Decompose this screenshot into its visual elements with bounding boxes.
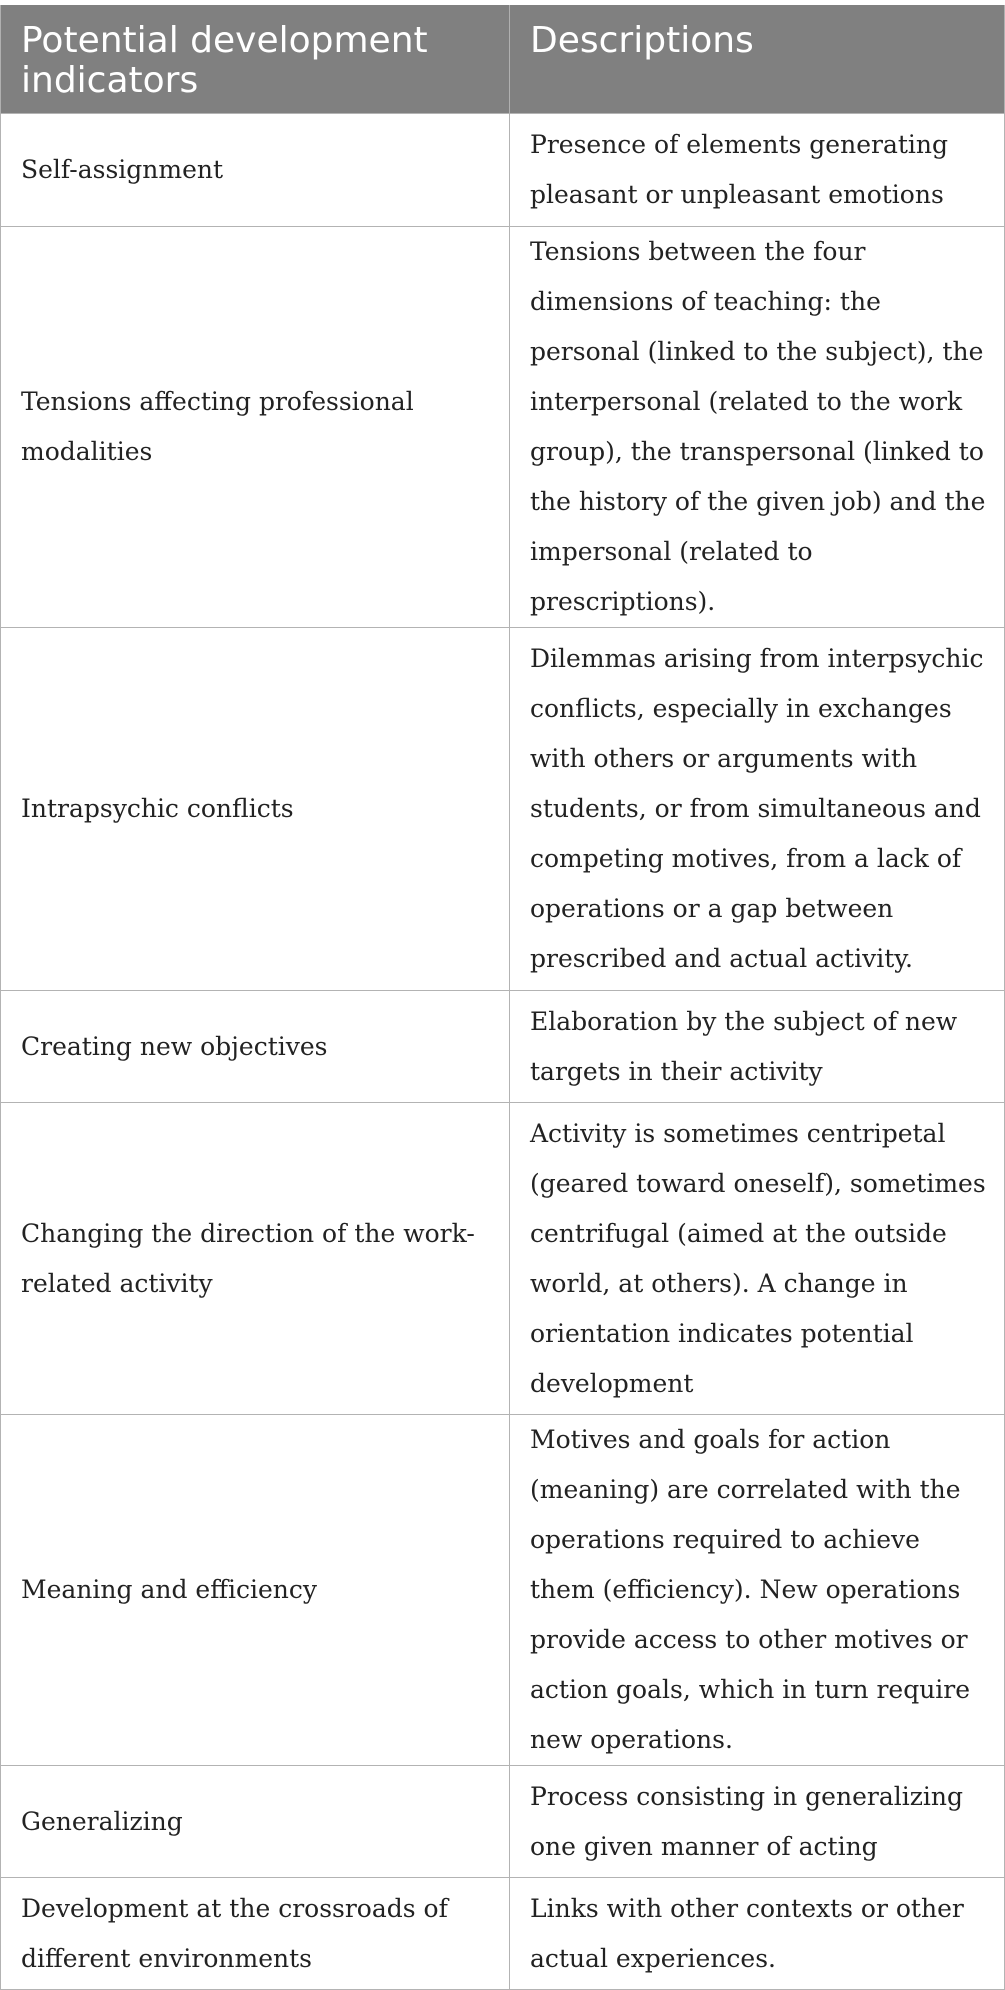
table-row bbox=[1, 1103, 1005, 1415]
description-cell: Tensions between the four dimensions of teaching: the personal (linked to the subject), the interpersonal (related to the work group), the transpersonal (linked to the history of the given job) and the impersonal (related to prescriptions). bbox=[510, 227, 1005, 628]
table-row bbox=[1, 227, 1005, 628]
indicator-cell: Development at the crossroads of different environments bbox=[1, 1878, 510, 1990]
table-row bbox=[1, 628, 1005, 991]
indicator-cell: Changing the direction of the work-related activity bbox=[1, 1103, 510, 1415]
table-row bbox=[1, 114, 1005, 227]
indicator-cell: Meaning and efficiency bbox=[1, 1415, 510, 1766]
description-cell: Links with other contexts or other actual experiences. bbox=[510, 1878, 1005, 1990]
description-cell: Process consisting in generalizing one given manner of acting bbox=[510, 1766, 1005, 1878]
description-cell: Presence of elements generating pleasant or unpleasant emotions bbox=[510, 114, 1005, 227]
indicator-cell: Creating new objectives bbox=[1, 991, 510, 1103]
column-header-indicators: Potential development indicators bbox=[1, 5, 510, 114]
indicator-cell: Generalizing bbox=[1, 1766, 510, 1878]
table-row bbox=[1, 991, 1005, 1103]
table-header-row bbox=[1, 5, 1005, 114]
description-cell: Activity is sometimes centripetal (geared toward oneself), sometimes centrifugal (aimed at the outside world, at others). A change in orientation indicates potential development bbox=[510, 1103, 1005, 1415]
column-header-descriptions: Descriptions bbox=[510, 5, 1005, 114]
description-cell: Dilemmas arising from interpsychic conflicts, especially in exchanges with others or arguments with students, or from simultaneous and competing motives, from a lack of operations or a gap between prescribed and actual activity. bbox=[510, 628, 1005, 991]
table-row bbox=[1, 1415, 1005, 1766]
indicator-cell: Tensions affecting professional modalities bbox=[1, 227, 510, 628]
indicator-cell: Intrapsychic conflicts bbox=[1, 628, 510, 991]
table-row bbox=[1, 1766, 1005, 1878]
indicators-table bbox=[0, 5, 1005, 1990]
description-cell: Elaboration by the subject of new targets in their activity bbox=[510, 991, 1005, 1103]
description-cell: Motives and goals for action (meaning) are correlated with the operations required to achieve them (efficiency). New operations provide access to other motives or action goals, which in turn require new operations. bbox=[510, 1415, 1005, 1766]
indicator-cell: Self-assignment bbox=[1, 114, 510, 227]
table-row bbox=[1, 1878, 1005, 1990]
